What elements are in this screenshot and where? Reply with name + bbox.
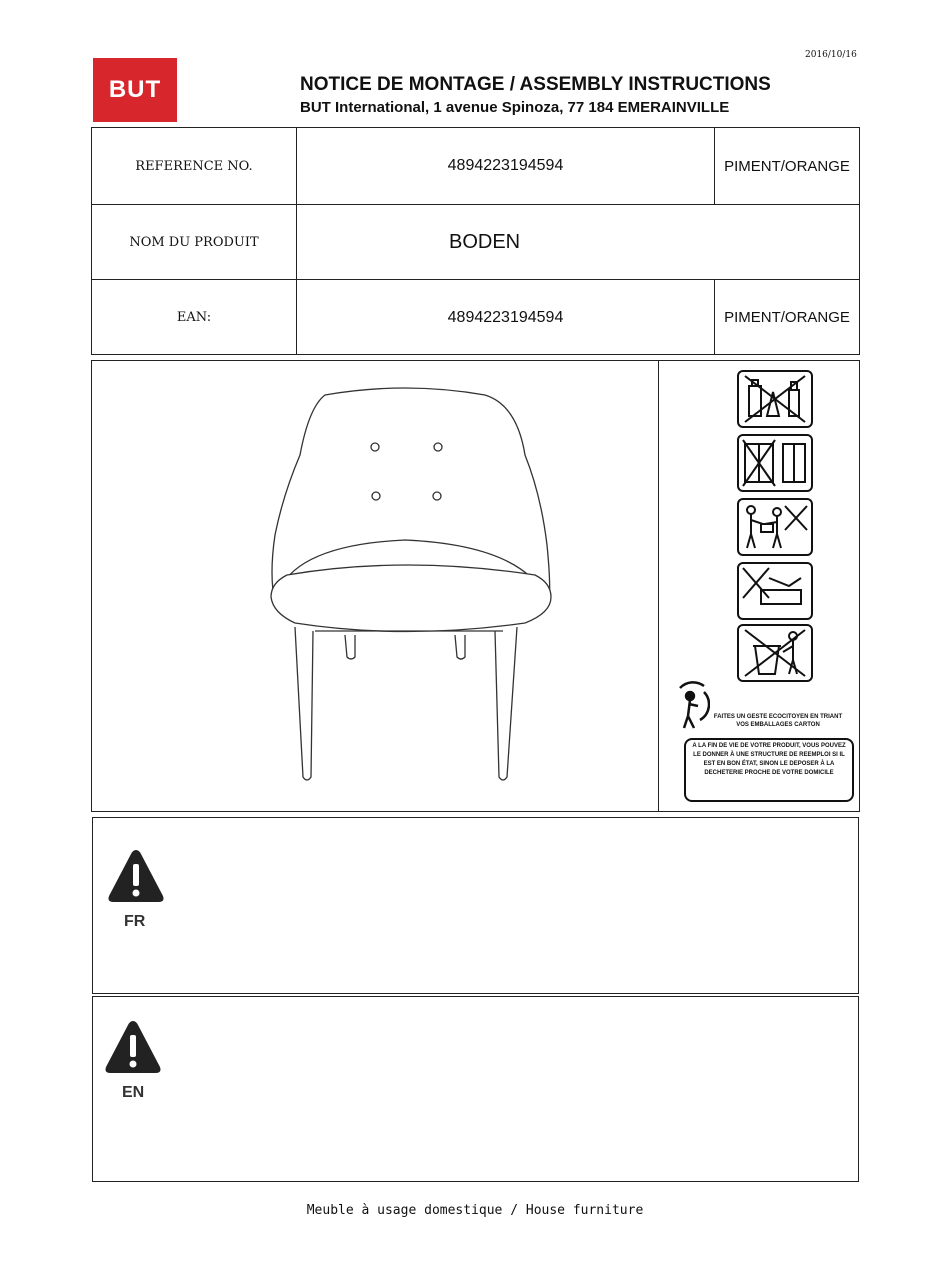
product-name-label: NOM DU PRODUIT xyxy=(92,205,297,280)
no-sharp-tools-icon xyxy=(737,562,813,620)
figure-divider xyxy=(658,360,659,812)
product-info-table xyxy=(91,127,860,355)
reference-value: 4894223194594 xyxy=(447,157,564,174)
reference-color: PIMENT/ORANGE xyxy=(714,128,859,204)
language-label-fr: FR xyxy=(124,913,146,930)
product-name-row xyxy=(92,204,859,280)
ean-label: EAN: xyxy=(92,280,297,355)
company-address: BUT International, 1 avenue Spinoza, 77 184 EMERAINVILLE xyxy=(300,99,730,116)
reference-row xyxy=(92,128,859,204)
no-humidity-icon xyxy=(737,434,813,492)
warning-triangle-icon xyxy=(102,1017,164,1077)
no-trash-icon xyxy=(737,624,813,682)
language-label-en: EN xyxy=(122,1084,145,1101)
ean-color: PIMENT/ORANGE xyxy=(714,280,859,355)
ean-row xyxy=(92,279,859,355)
brand-logo: BUT xyxy=(93,58,177,122)
no-chemical-cleaners-icon xyxy=(737,370,813,428)
warning-box-en xyxy=(92,996,859,1182)
chair-drawing xyxy=(255,385,565,790)
reference-label: REFERENCE NO. xyxy=(92,128,297,204)
document-title: NOTICE DE MONTAGE / ASSEMBLY INSTRUCTIONS xyxy=(300,74,771,95)
recycling-person-icon xyxy=(670,676,710,732)
ean-value: 4894223194594 xyxy=(447,308,564,326)
product-name-value: BODEN xyxy=(449,231,521,253)
two-person-assembly-icon xyxy=(737,498,813,556)
footer-text: Meuble à usage domestique / House furniture xyxy=(306,1203,644,1218)
warning-triangle-icon xyxy=(105,846,167,906)
warning-box-fr xyxy=(92,817,859,994)
eco-heading: FAITES UN GESTE ECOCITOYEN EN TRIANT VOS EMBALLAGES CARTON xyxy=(713,714,843,728)
eco-info-text: A LA FIN DE VIE DE VOTRE PRODUIT, VOUS POUVEZ LE DONNER À UNE STRUCTURE DE REEMPLOI SI IL EST EN BON ÉTAT, SINON LE DEPOSER À LA DECHETERIE PROCHE DE VOTRE DOMICILE xyxy=(692,743,846,776)
document-date: 2016/10/16 xyxy=(805,50,857,60)
